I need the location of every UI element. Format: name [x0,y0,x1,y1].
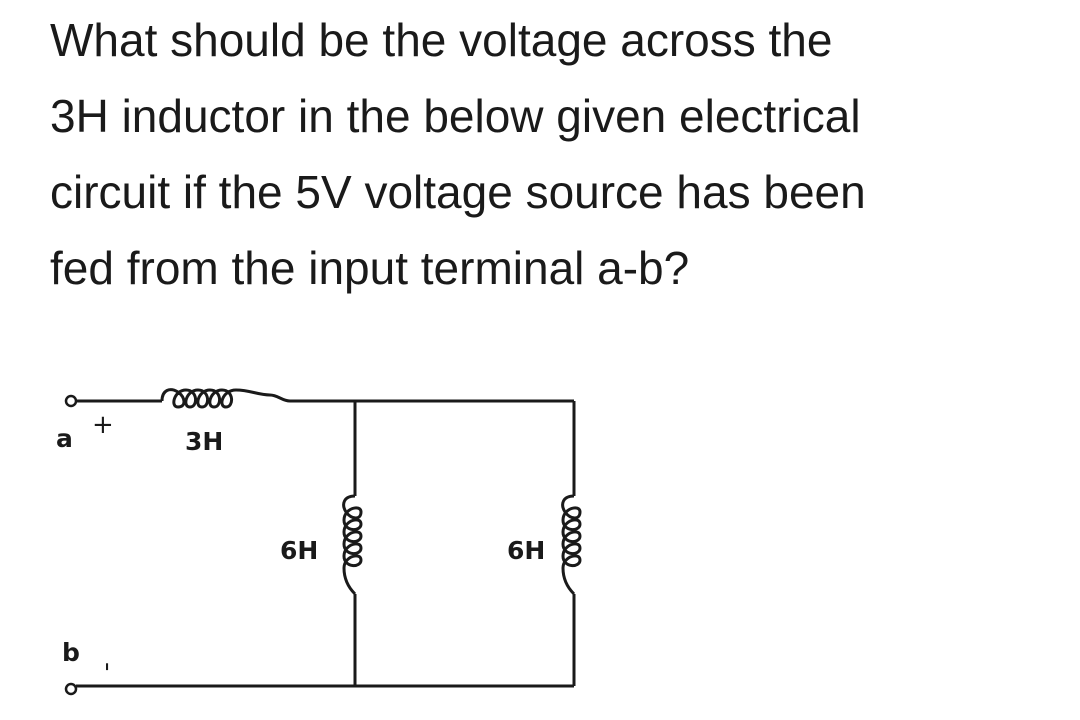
question-line: circuit if the 5V voltage source has been [50,166,866,218]
terminal-a-label: a [56,424,73,453]
terminal-a-node [66,396,76,406]
inductor-3h-coil [162,390,290,407]
terminal-a-polarity: + [92,410,114,440]
inductor-6h-2-coil [563,496,580,594]
question-line: fed from the input terminal a-b? [50,242,690,294]
terminal-b-polarity: - [93,662,123,672]
inductor-6h-1-label: 6H [280,536,319,565]
inductor-3h-label: 3H [185,427,224,456]
question-line: What should be the voltage across the [50,14,833,66]
terminal-b-node [66,684,76,694]
question-line: 3H inductor in the below given electrical [50,90,861,142]
inductor-6h-2-label: 6H [507,536,546,565]
terminal-b-label: b [62,638,80,667]
inductor-6h-1-coil [344,496,361,594]
